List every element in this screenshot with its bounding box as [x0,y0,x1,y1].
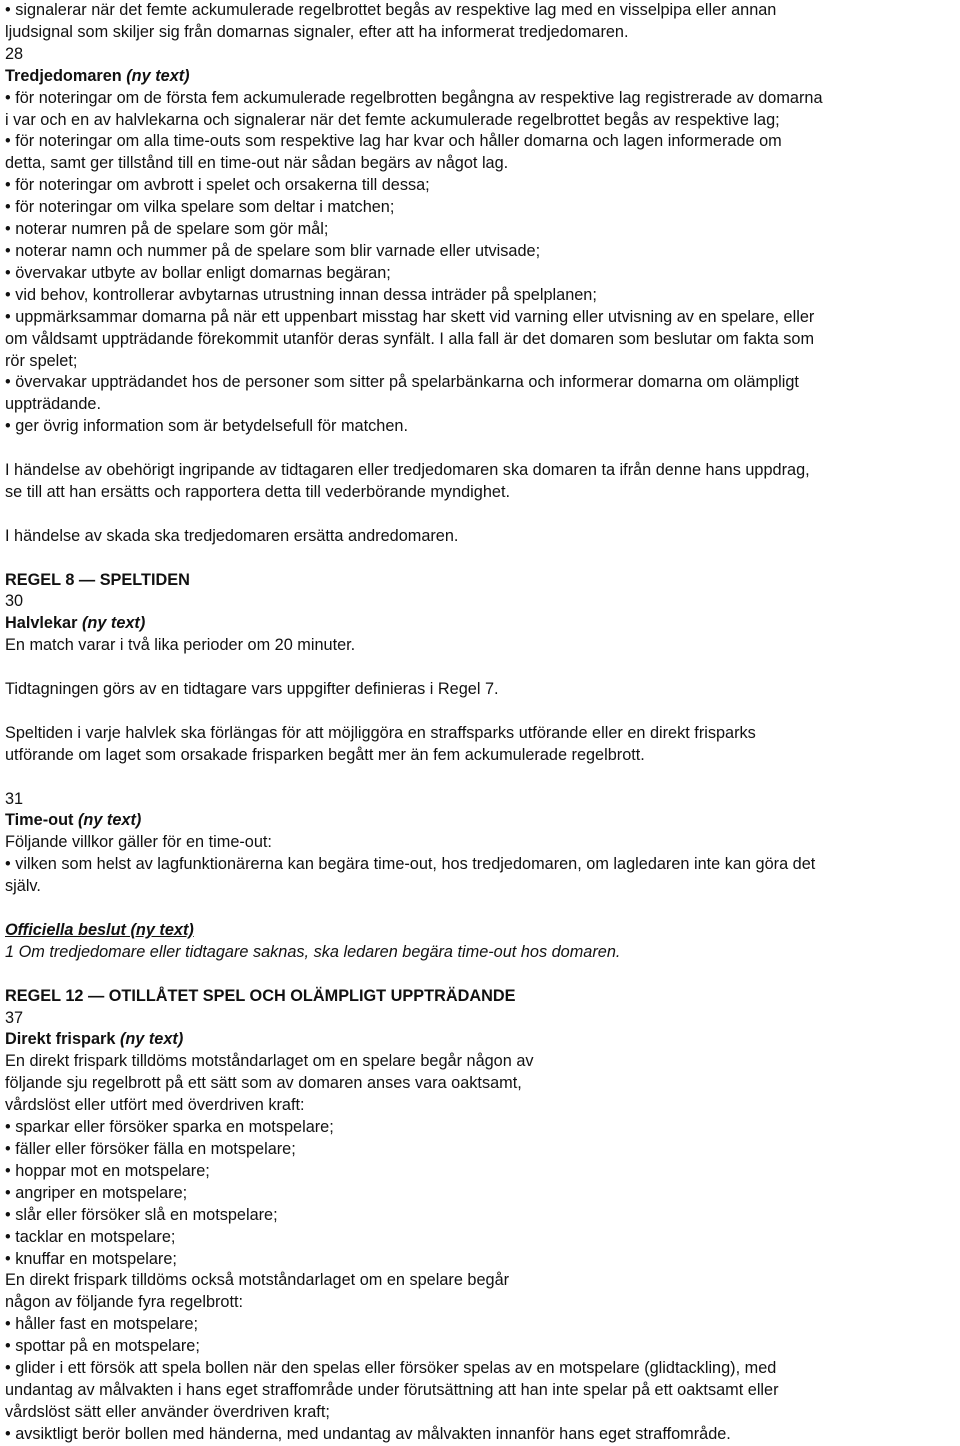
bullet-item: • noterar namn och nummer på de spelare som blir varnade eller utvisade; [5,241,541,260]
text-line: En direkt frispark tilldöms motståndarlaget om en spelare begår någon av [5,1052,534,1071]
bullet-item: • övervakar utbyte av bollar enligt domarnas begäran; [5,263,391,282]
paragraph-spacer [5,964,954,986]
section-heading-title: Time-out [5,811,74,830]
text-line: I händelse av skada ska tredjedomaren ersätta andredomaren. [5,526,459,545]
bullet-item: • sparkar eller försöker sparka en motspelare; [5,1118,334,1137]
bullet-item: • avsiktligt berör bollen med händerna, med undantag av målvakten innanför hans eget straffområde. [5,1424,731,1443]
section-heading [5,1029,954,1051]
text-line: vårdslöst sätt eller använder överdriven kraft; [5,1402,330,1421]
bullet-item: • vilken som helst av lagfunktionärerna kan begära time-out, hos tredjedomaren, om lagledaren inte kan göra det [5,855,816,874]
paragraph-spacer [5,767,954,789]
bullet-item: • hoppar mot en motspelare; [5,1161,210,1180]
text-line: undantag av målvakten i hans eget straffområde under förutsättning att han inte spelar på ett oaktsamt eller [5,1380,779,1399]
text-line: detta, samt ger tillstånd till en time-out när sådan begärs av något lag. [5,154,509,173]
text-line: ljudsignal som skiljer sig från domarnas signaler, efter att ha informerat tredjedomaren. [5,22,629,41]
bullet-item: • vid behov, kontrollerar avbytarnas utrustning innan dessa inträder på spelplanen; [5,285,597,304]
bullet-item: • uppmärksammar domarna på när ett uppenbart misstag har skett vid varning eller utvisning av en spelare, eller [5,307,815,326]
paragraph-spacer [5,657,954,679]
section-heading [5,66,954,88]
bullet-item: • ger övrig information som är betydelsefull för matchen. [5,417,408,436]
bullet-item: • glider i ett försök att spela bollen när den spelas eller försöker spelas av en motspelare (glidtackling), med [5,1359,777,1378]
text-line: rör spelet; [5,351,78,370]
bullet-item: • för noteringar om alla time-outs som respektive lag har kvar och håller domarna och lagen informerade om [5,132,782,151]
section-heading [5,613,954,635]
bullet-item: • signalerar när det femte ackumulerade regelbrottet begås av respektive lag med en visselpipa eller annan [5,1,777,19]
new-text-note: (ny text) [126,66,190,85]
bullet-item: • noterar numren på de spelare som gör mål; [5,220,329,239]
text-line: En match varar i två lika perioder om 20 minuter. [5,636,356,655]
section-heading [5,810,954,832]
text-line: vårdslöst eller utfört med överdriven kraft: [5,1096,305,1115]
bullet-item: • slår eller försöker slå en motspelare; [5,1205,278,1224]
text-line: I händelse av obehörigt ingripande av tidtagaren eller tredjedomaren ska domaren ta ifrån denne hans uppdrag, [5,461,810,480]
text-line: någon av följande fyra regelbrott: [5,1293,244,1312]
paragraph-spacer [5,701,954,723]
page-number: 37 [5,1008,24,1027]
text-line: om våldsamt uppträdande förekommit utanför deras synfält. I alla fall är det domaren som beslutar om fakta som [5,329,815,348]
bullet-item: • spottar på en motspelare; [5,1337,200,1356]
bullet-item: • fäller eller försöker fälla en motspelare; [5,1140,296,1158]
bullet-item: • håller fast en motspelare; [5,1315,199,1334]
paragraph-spacer [5,438,954,460]
bullet-item: • tacklar en motspelare; [5,1227,176,1246]
paragraph-spacer [5,504,954,526]
text-line: Speltiden i varje halvlek ska förlängas för att möjliggöra en straffsparks utförande eller en direkt frisparks [5,723,756,742]
bullet-item: • för noteringar om vilka spelare som deltar i matchen; [5,198,395,217]
official-decision-text: 1 Om tredjedomare eller tidtagare saknas, ska ledaren begära time-out hos domaren. [5,942,621,961]
page-number: 31 [5,789,24,808]
text-line: själv. [5,877,41,896]
rule-heading: REGEL 12 — OTILLÅTET SPEL OCH OLÄMPLIGT UPPTRÄDANDE [5,986,516,1005]
paragraph-spacer [5,548,954,570]
text-line: uppträdande. [5,395,101,414]
text-line: utförande om laget som orsakade frisparken begått mer än fem ackumulerade regelbrott. [5,745,645,764]
new-text-note: (ny text) [119,1030,184,1049]
paragraph-spacer [5,898,954,920]
text-line: följande sju regelbrott på ett sätt som av domaren anses vara oaktsamt, [5,1074,522,1093]
rule-heading: REGEL 8 — SPELTIDEN [5,570,190,589]
official-decisions-heading: Officiella beslut (ny text) [5,920,194,939]
new-text-note: (ny text) [81,614,146,633]
text-line: En direkt frispark tilldöms också motståndarlaget om en spelare begår [5,1271,510,1290]
section-heading-title: Direkt frispark [5,1030,116,1049]
new-text-note: (ny text) [77,811,142,830]
text-line: Tidtagningen görs av en tidtagare vars uppgifter definieras i Regel 7. [5,680,499,699]
bullet-item: • övervakar uppträdandet hos de personer som sitter på spelarbänkarna och informerar domarna om olämpligt [5,373,799,392]
bullet-item: • angriper en motspelare; [5,1183,188,1202]
section-heading-title: Tredjedomaren [5,66,122,85]
page-number: 30 [5,592,24,611]
page-number: 28 [5,44,24,63]
section-heading-title: Halvlekar [5,614,78,633]
bullet-item: • för noteringar om de första fem ackumulerade regelbrotten begångna av respektive lag registrerade av domarna [5,88,823,107]
bullet-item: • för noteringar om avbrott i spelet och orsakerna till dessa; [5,176,430,195]
bullet-item: • knuffar en motspelare; [5,1249,177,1268]
text-line: Följande villkor gäller för en time-out: [5,833,272,852]
text-line: i var och en av halvlekarna och signalerar när det femte ackumulerade regelbrottet begås av respektive lag; [5,110,780,129]
text-line: se till att han ersätts och rapportera detta till vederbörande myndighet. [5,482,511,501]
